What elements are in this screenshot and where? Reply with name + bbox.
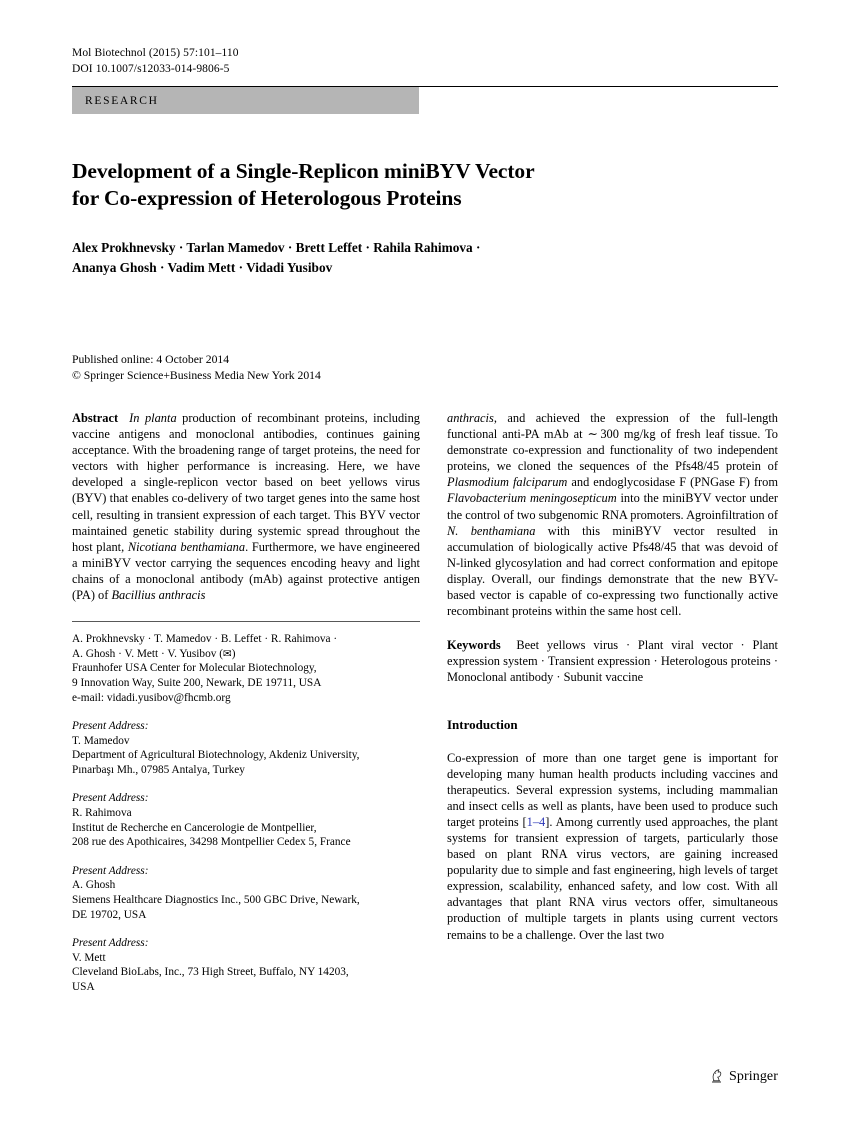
- abstract-italic-1: In planta: [129, 411, 177, 425]
- present-address-heading: Present Address:: [72, 792, 149, 805]
- keywords-gap: [447, 619, 778, 637]
- abstract-continuation: [447, 410, 778, 619]
- keywords-block: [447, 637, 778, 685]
- present-address-line-2: 208 rue des Apothicaires, 34298 Montpellier Cedex 5, France: [72, 836, 351, 849]
- article-type-label: RESEARCH: [85, 94, 159, 107]
- abstract-label: Abstract: [72, 411, 119, 425]
- abstract-text-4: and endoglycosidase F (PNGase F) from: [567, 475, 778, 490]
- affiliation-line-2: 9 Innovation Way, Suite 200, Newark, DE 19711, USA: [72, 676, 322, 689]
- envelope-icon: ✉: [222, 647, 232, 660]
- present-address-heading: Present Address:: [72, 937, 149, 950]
- page-title: [72, 158, 632, 212]
- right-column: [447, 410, 778, 1009]
- abstract-text-5: into the miniBYV vector under the control of two subgenomic RNA promoters. Agroinfiltration of: [447, 491, 778, 522]
- corresponding-email[interactable]: e-mail: vidadi.yusibov@fhcmb.org: [72, 691, 231, 704]
- abstract-text-1: production of recombinant proteins, including vaccine antigens and monoclonal antibodies, continues gaining acceptance. With the broadening range of target proteins, the need for vectors with higher performance is increasing. Here, we have developed a single-replicon vector based on beet yellows virus (BYV) that enables co-delivery of two target genes into the same host cell, resulting in transient expression of each target. This BYV vector maintained genetic stability during systemic spread throughout the host plant,: [72, 411, 420, 554]
- present-address-line-1: Siemens Healthcare Diagnostics Inc., 500 GBC Drive, Newark,: [72, 894, 360, 907]
- introduction-paragraph: [447, 750, 778, 943]
- article-type-banner: [72, 87, 419, 114]
- present-address-heading: Present Address:: [72, 720, 149, 733]
- publication-info: [72, 352, 778, 383]
- present-address-line-2: USA: [72, 981, 95, 993]
- abstract-text-3: , and achieved the expression of the full-length functional anti-PA mAb at ∼ 300 mg/kg of fresh leaf tissue. To demonstrate co-expression and functionality of two independent proteins, we cloned the sequences of the Pfs48/45 protein of: [447, 411, 778, 474]
- present-address-line-1: Cleveland BioLabs, Inc., 73 High Street, Buffalo, NY 14203,: [72, 966, 349, 979]
- present-address-name: R. Rahimova: [72, 807, 132, 820]
- section-heading-introduction: Introduction: [447, 716, 518, 732]
- present-address-line-2: Pınarbaşı Mh., 07985 Antalya, Turkey: [72, 763, 245, 776]
- publisher-footer: [709, 1068, 778, 1085]
- correspondence-authors-line-2: [72, 647, 420, 662]
- corresponding-prefix: A. Ghosh · V. Mett · V. Yusibov (: [72, 647, 223, 660]
- present-address-line-2: DE 19702, USA: [72, 908, 147, 921]
- abstract-italic-6: Flavobacterium meningosepticum: [447, 491, 617, 506]
- correspondence-authors-line-1: A. Prokhnevsky · T. Mamedov · B. Leffet · R. Rahimova ·: [72, 633, 338, 646]
- springer-knight-logo-icon: [709, 1068, 724, 1085]
- present-address-name: A. Ghosh: [72, 879, 116, 892]
- abstract-italic-5: Plasmodium falciparum: [447, 475, 568, 490]
- journal-reference: Mol Biotechnol (2015) 57:101–110: [72, 47, 239, 59]
- affiliation-line-1: Fraunhofer USA Center for Molecular Biotechnology,: [72, 662, 317, 675]
- title-line-1: Development of a Single-Replicon miniBYV Vector: [72, 159, 535, 183]
- abstract-text-2: . Furthermore, we have engineered a miniBYV vector carrying the sequences encoding heavy and light chains of a monoclonal antibody (mAb) against protective antigen (PA) of: [72, 539, 420, 603]
- abstract-italic-7: N. benthamiana: [447, 523, 536, 538]
- publisher-name: Springer: [728, 1068, 778, 1084]
- copyright-line: © Springer Science+Business Media New York 2014: [72, 368, 321, 382]
- journal-header: [72, 46, 778, 77]
- title-line-2: for Co-expression of Heterologous Proteins: [72, 186, 462, 210]
- abstract-italic-3: Bacillius anthracis: [111, 588, 206, 603]
- keywords-text: Beet yellows virus · Plant viral vector · Plant expression system · Transient expression · Heterologous proteins · Monoclonal antibody · Subunit vaccine: [447, 638, 778, 685]
- corresponding-suffix: ): [231, 647, 236, 660]
- abstract-italic-2: Nicotiana benthamiana: [127, 539, 246, 554]
- present-address-2: [72, 864, 420, 922]
- abstract-paragraph: [72, 410, 420, 603]
- introduction-text-1: Co-expression of more than one target gene is important for developing many human health products including vaccines and therapeutics. Several expression systems, including mammalian and insect cells as well as plants, have been used to produce such target proteins [: [447, 750, 778, 829]
- published-online-date: Published online: 4 October 2014: [72, 353, 230, 366]
- introduction-text-2: ]. Among currently used approaches, the plant systems for transient expression of targets, particularly those based on plant RNA virus vectors, are gaining increased popularity due to simple and fast engineering, high levels of target expression, scalability, enhanced safety, and low cost. With all advantages that plant RNA virus vectors offer, simultaneous production of multiple targets in plants using current vectors remains to be a challenge. Over the last two: [447, 814, 778, 942]
- keywords-label: Keywords: [447, 638, 501, 653]
- author-list: Alex Prokhnevsky · Tarlan Mamedov · Brett Leffet · Rahila Rahimova · Ananya Ghosh · Vadim Mett · Vidadi Yusibov: [72, 240, 481, 275]
- footnote-gap-1: [72, 705, 420, 719]
- abstract-text-6: with this miniBYV vector resulted in accumulation of biologically active Pfs48/45 that was devoid of N-linked glycosylation and had correct conformation and epitope display. Overall, our findings demonstrate that the new BYV-based vector is capable of co-expressing two functionally active recombinant proteins within the same host cell.: [447, 523, 778, 619]
- footnote-divider: [72, 621, 420, 622]
- present-address-name: V. Mett: [72, 951, 106, 964]
- present-address-name: T. Mamedov: [72, 734, 130, 747]
- abstract-species-anthracis: anthracis: [447, 411, 494, 425]
- two-column-body: [72, 410, 778, 1009]
- left-column: [72, 410, 420, 1009]
- present-address-1: [72, 791, 420, 849]
- present-address-line-1: Department of Agricultural Biotechnology, Akdeniz University,: [72, 749, 360, 762]
- doi-line: DOI 10.1007/s12033-014-9806-5: [72, 62, 230, 75]
- present-address-line-1: Institut de Recherche en Cancerologie de Montpellier,: [72, 821, 317, 834]
- correspondence-block: [72, 632, 420, 705]
- present-address-3: [72, 936, 420, 994]
- present-address-0: [72, 719, 420, 777]
- citation-link-1-4[interactable]: 1–4: [526, 814, 546, 829]
- present-address-heading: Present Address:: [72, 864, 149, 877]
